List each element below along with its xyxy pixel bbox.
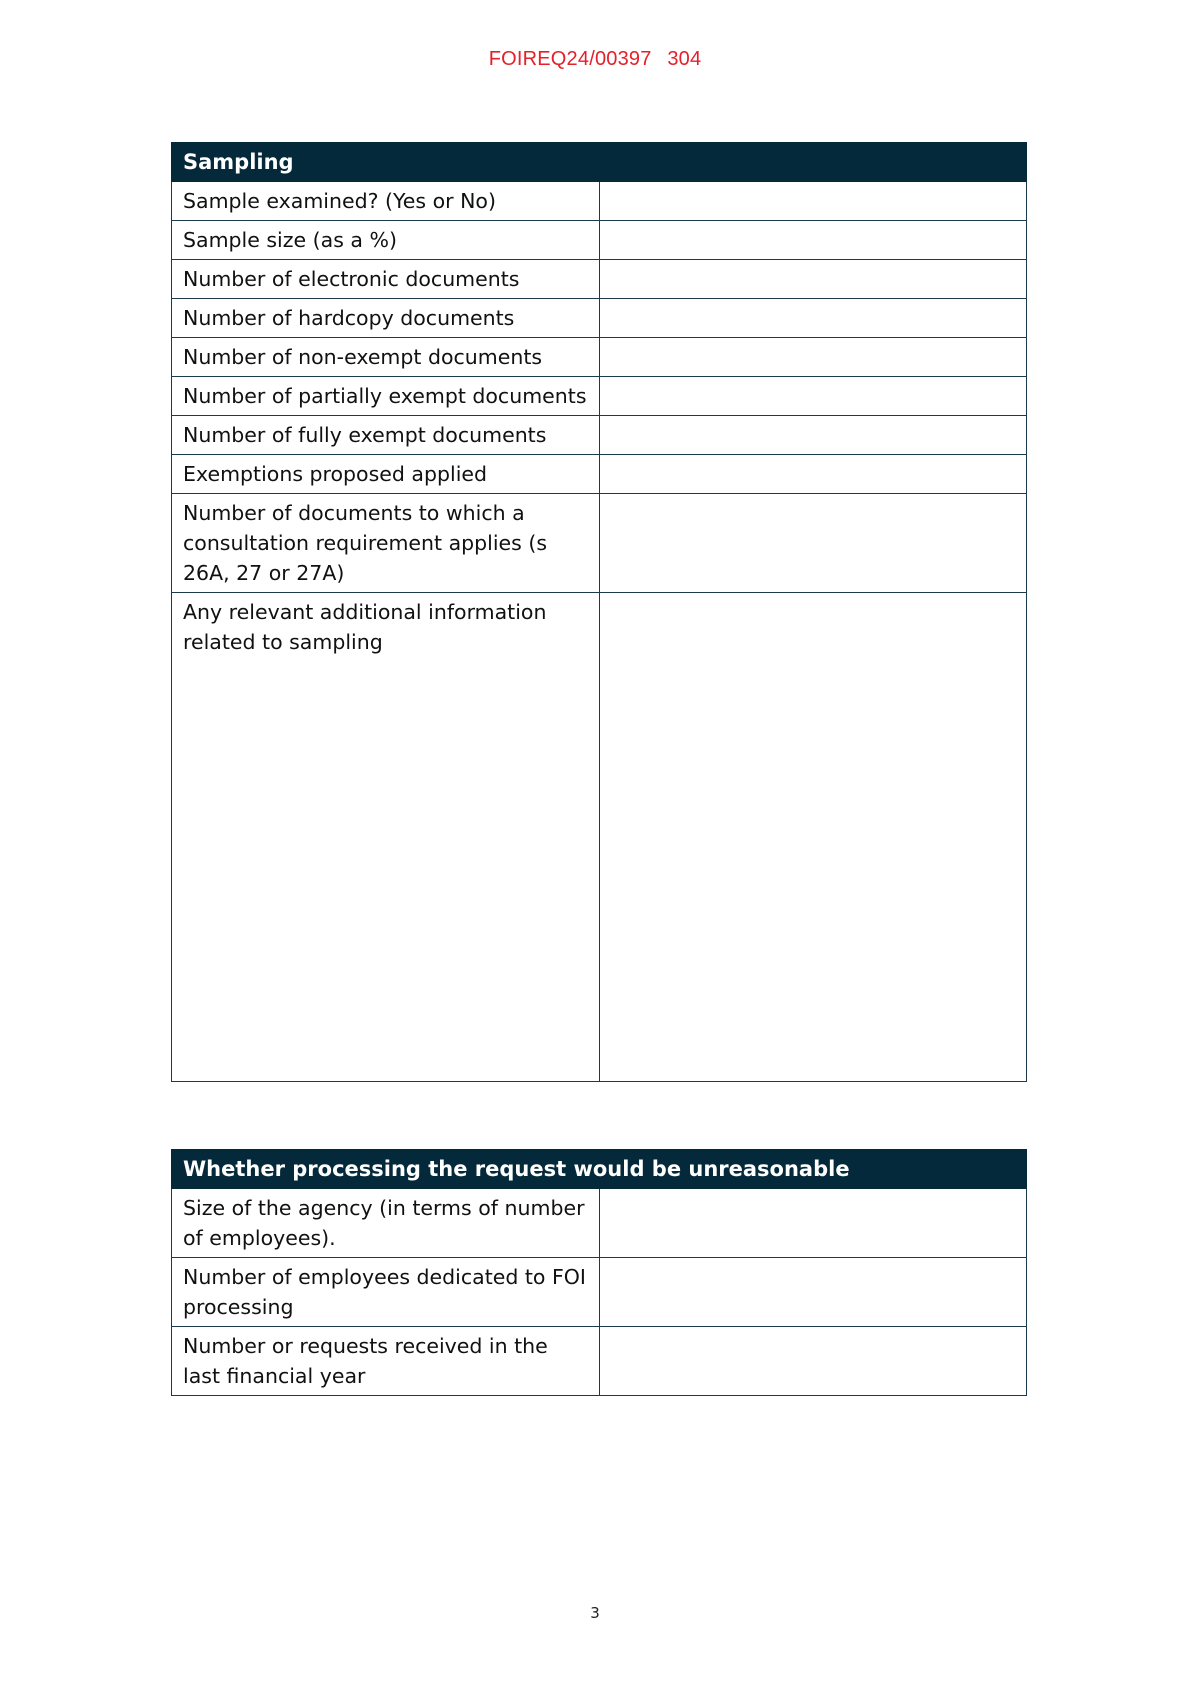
- value-cell[interactable]: [599, 455, 1027, 494]
- row-label: Exemptions proposed applied: [172, 455, 600, 494]
- document-reference-stamp: FOIREQ24/00397 304: [488, 48, 702, 70]
- value-cell[interactable]: [599, 593, 1027, 1082]
- row-label: Number of electronic documents: [172, 260, 600, 299]
- table-row: [172, 260, 1027, 299]
- unreasonable-processing-table: [171, 1149, 1027, 1396]
- row-label: Sample size (as a %): [172, 221, 600, 260]
- table-row: [172, 455, 1027, 494]
- row-label: Number or requests received in the last financial year: [172, 1327, 600, 1396]
- table-row: [172, 494, 1027, 593]
- page-number: 3: [590, 1604, 600, 1622]
- value-cell[interactable]: [599, 299, 1027, 338]
- table-row: [172, 221, 1027, 260]
- table-row: [172, 416, 1027, 455]
- unreasonable-table-title: Whether processing the request would be unreasonable: [172, 1150, 1027, 1189]
- value-cell[interactable]: [599, 338, 1027, 377]
- table-row: [172, 182, 1027, 221]
- value-cell[interactable]: [599, 182, 1027, 221]
- value-cell[interactable]: [599, 221, 1027, 260]
- table-row: [172, 593, 1027, 1082]
- table-row: [172, 1327, 1027, 1396]
- value-cell[interactable]: [599, 1327, 1027, 1396]
- row-label: Sample examined? (Yes or No): [172, 182, 600, 221]
- row-label: Number of employees dedicated to FOI processing: [172, 1258, 600, 1327]
- table-row: [172, 338, 1027, 377]
- row-label: Number of fully exempt documents: [172, 416, 600, 455]
- value-cell[interactable]: [599, 494, 1027, 593]
- row-label: Number of hardcopy documents: [172, 299, 600, 338]
- row-label: Number of non-exempt documents: [172, 338, 600, 377]
- sampling-table: [171, 142, 1027, 1082]
- table-row: [172, 1189, 1027, 1258]
- value-cell[interactable]: [599, 260, 1027, 299]
- value-cell[interactable]: [599, 1258, 1027, 1327]
- row-label: Number of documents to which a consultation requirement applies (s 26A, 27 or 27A): [172, 494, 600, 593]
- sampling-table-title: Sampling: [172, 143, 1027, 182]
- table-header-row: [172, 143, 1027, 182]
- table-row: [172, 299, 1027, 338]
- value-cell[interactable]: [599, 377, 1027, 416]
- row-label: Number of partially exempt documents: [172, 377, 600, 416]
- value-cell[interactable]: [599, 416, 1027, 455]
- table-header-row: [172, 1150, 1027, 1189]
- table-row: [172, 1258, 1027, 1327]
- row-label: Size of the agency (in terms of number of employees).: [172, 1189, 600, 1258]
- row-label: Any relevant additional information related to sampling: [172, 593, 600, 1082]
- table-row: [172, 377, 1027, 416]
- value-cell[interactable]: [599, 1189, 1027, 1258]
